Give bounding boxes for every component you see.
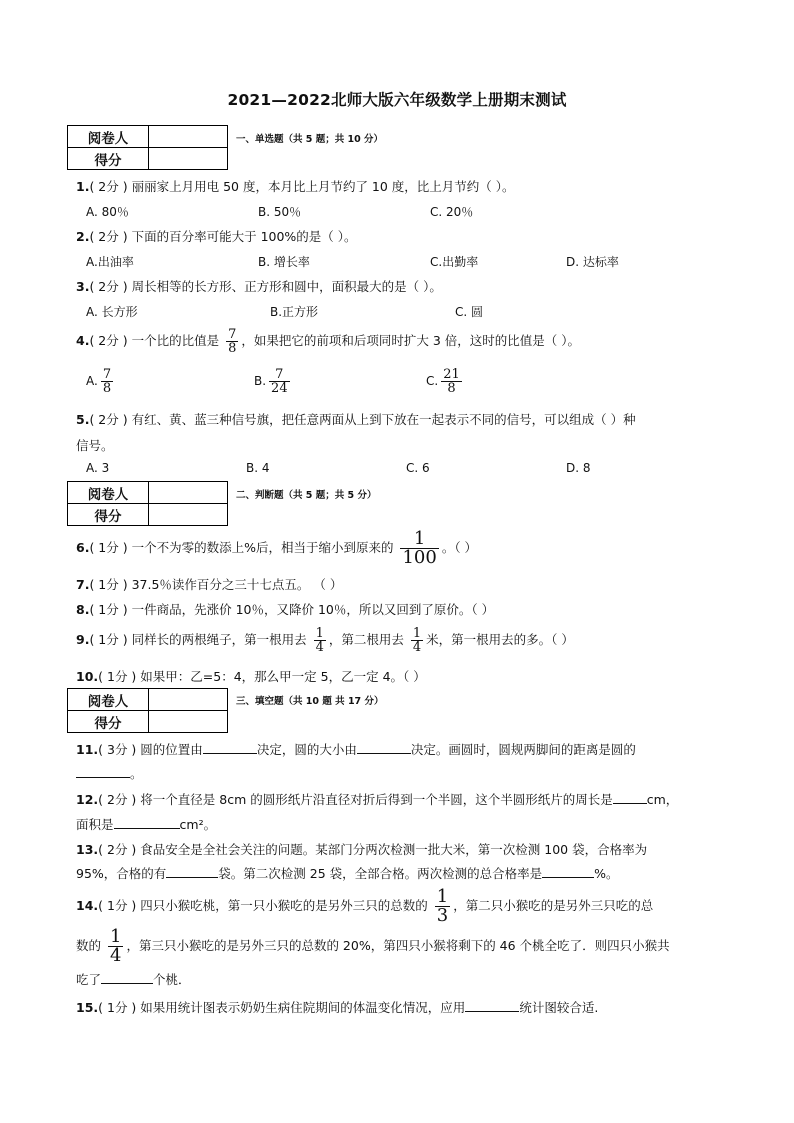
question-11-line2: 。 (76, 764, 143, 782)
question-14-line2: 数的 $\frac{1}{4}$ ，第三只小猴吃的是另外三只的总数的 20%，第四只小猴将剩下的 46 个桃全吃了．则四只小猴共 (76, 926, 670, 966)
grader-box-2 (67, 481, 228, 526)
reviewer-cell (149, 482, 228, 504)
q4-option-c: C. $\frac{21}{8}$ (426, 367, 460, 396)
question-8: 8.( 1分 ) 一件商品，先涨价 10％，又降价 10％，所以又回到了原价。（ ） (76, 602, 495, 617)
answer-blank[interactable] (101, 971, 153, 984)
question-10: 10.( 1分 ) 如果甲：乙=5：4，那么甲一定 5，乙一定 4。（ ） (76, 669, 426, 684)
question-4: 4.( 2分 ) 一个比的比值是 $\frac{7}{8}$ ，如果把它的前项和后项同时扩大 3 倍，这时的比值是（ ）。 (76, 327, 580, 356)
q1-option-c: C. 20％ (430, 205, 474, 219)
reviewer-label: 阅卷人 (68, 482, 149, 504)
question-6: 6.( 1分 ) 一个不为零的数添上%后，相当于缩小到原来的 $\frac{1}{100}$ 。（ ） (76, 528, 478, 568)
question-2: 2.( 2分 ) 下面的百分率可能大于 100%的是（ ）。 (76, 229, 357, 244)
score-cell (149, 148, 228, 170)
q5-option-d: D. 8 (566, 461, 591, 475)
q3-option-a: A. 长方形 (86, 305, 138, 319)
q3-option-b: B.正方形 (270, 305, 319, 319)
page-title: 2021—2022北师大版六年级数学上册期末测试 (227, 91, 567, 109)
score-label: 得分 (68, 711, 149, 733)
question-12-line2: 面积是 cm²。 (76, 817, 217, 832)
answer-blank[interactable] (203, 741, 257, 754)
q5-option-b: B. 4 (246, 461, 270, 475)
question-14-line3: 吃了 个桃． (76, 972, 191, 987)
score-cell (149, 504, 228, 526)
answer-blank[interactable] (76, 765, 130, 778)
answer-blank[interactable] (542, 865, 594, 878)
q2-option-c: C.出勤率 (430, 255, 479, 269)
question-5-line2: 信号。 (76, 438, 114, 453)
question-9: 9.( 1分 ) 同样长的两根绳子，第一根用去 $\frac{1}{4}$ ，第二根用去 $\frac{1}{4}$ 米，第一根用去的多。（ ） (76, 626, 574, 655)
q5-option-c: C. 6 (406, 461, 430, 475)
q4-fraction: $\frac{7}{8}$ (228, 327, 237, 356)
answer-blank[interactable] (613, 791, 647, 804)
question-1: 1.( 2分 ) 丽丽家上月用电 50 度，本月比上月节约了 10 度，比上月节约（ ）。 (76, 179, 515, 194)
reviewer-label: 阅卷人 (68, 126, 149, 148)
q5-option-a: A. 3 (86, 461, 110, 475)
reviewer-cell (149, 689, 228, 711)
question-14: 14.( 1分 ) 四只小猴吃桃，第一只小猴吃的是另外三只的总数的 $\frac{1}{3}$ ，第二只小猴吃的是另外三只吃的总 (76, 886, 654, 926)
question-7: 7.( 1分 ) 37.5％读作百分之三十七点五。 （ ） (76, 577, 343, 592)
score-cell (149, 711, 228, 733)
question-13-line2: 95%，合格的有 袋。第二次检测 25 袋，全部合格。两次检测的总合格率是 %。 (76, 866, 619, 881)
question-13: 13.( 2分 ) 食品安全是全社会关注的问题。某部门分两次检测一批大米，第一次检测 100 袋，合格率为 (76, 842, 648, 857)
answer-blank[interactable] (166, 865, 218, 878)
q14-fraction-2: $\frac{1}{4}$ (110, 926, 122, 966)
q9-fraction-1: $\frac{1}{4}$ (315, 626, 324, 655)
reviewer-label: 阅卷人 (68, 689, 149, 711)
question-12: 12.( 2分 ) 将一个直径是 8cm 的圆形纸片沿直径对折后得到一个半圆，这个半圆形纸片的周长是 cm， (76, 792, 679, 807)
section-heading-1: 一、单选题（共 5 题；共 10 分） (236, 134, 384, 145)
question-11: 11.( 3分 ) 圆的位置由 决定，圆的大小由 决定。画圆时，圆规两脚间的距离是圆的 (76, 742, 636, 757)
q9-fraction-2: $\frac{1}{4}$ (412, 626, 422, 655)
answer-blank[interactable] (357, 741, 411, 754)
section-heading-2: 二、判断题（共 5 题；共 5 分） (236, 490, 377, 501)
question-5: 5.( 2分 ) 有红、黄、蓝三种信号旗，把任意两面从上到下放在一起表示不同的信号，可以组成（ ）种 (76, 412, 636, 427)
q2-option-a: A.出油率 (86, 255, 134, 269)
question-15: 15.( 1分 ) 如果用统计图表示奶奶生病住院期间的体温变化情况，应用 统计图较合适. (76, 1000, 599, 1015)
q6-fraction: $\frac{1}{100}$ (402, 528, 437, 568)
q4-option-a: A. $\frac{7}{8}$ (86, 367, 112, 396)
answer-blank[interactable] (465, 999, 519, 1012)
answer-blank[interactable] (114, 816, 180, 829)
q1-option-a: A. 80％ (86, 205, 129, 219)
q2-option-d: D. 达标率 (566, 255, 619, 269)
reviewer-cell (149, 126, 228, 148)
question-3: 3.( 2分 ) 周长相等的长方形、正方形和圆中，面积最大的是（ ）。 (76, 279, 442, 294)
section-heading-3: 三、填空题（共 10 题 共 17 分） (236, 696, 384, 707)
q3-option-c: C. 圆 (455, 305, 484, 319)
q1-option-b: B. 50％ (258, 205, 302, 219)
score-label: 得分 (68, 148, 149, 170)
score-label: 得分 (68, 504, 149, 526)
grader-box-1 (67, 125, 228, 170)
q14-fraction-1: $\frac{1}{3}$ (436, 886, 449, 926)
q2-option-b: B. 增长率 (258, 255, 310, 269)
q4-option-b: B. $\frac{7}{24}$ (254, 367, 288, 396)
grader-box-3 (67, 688, 228, 733)
